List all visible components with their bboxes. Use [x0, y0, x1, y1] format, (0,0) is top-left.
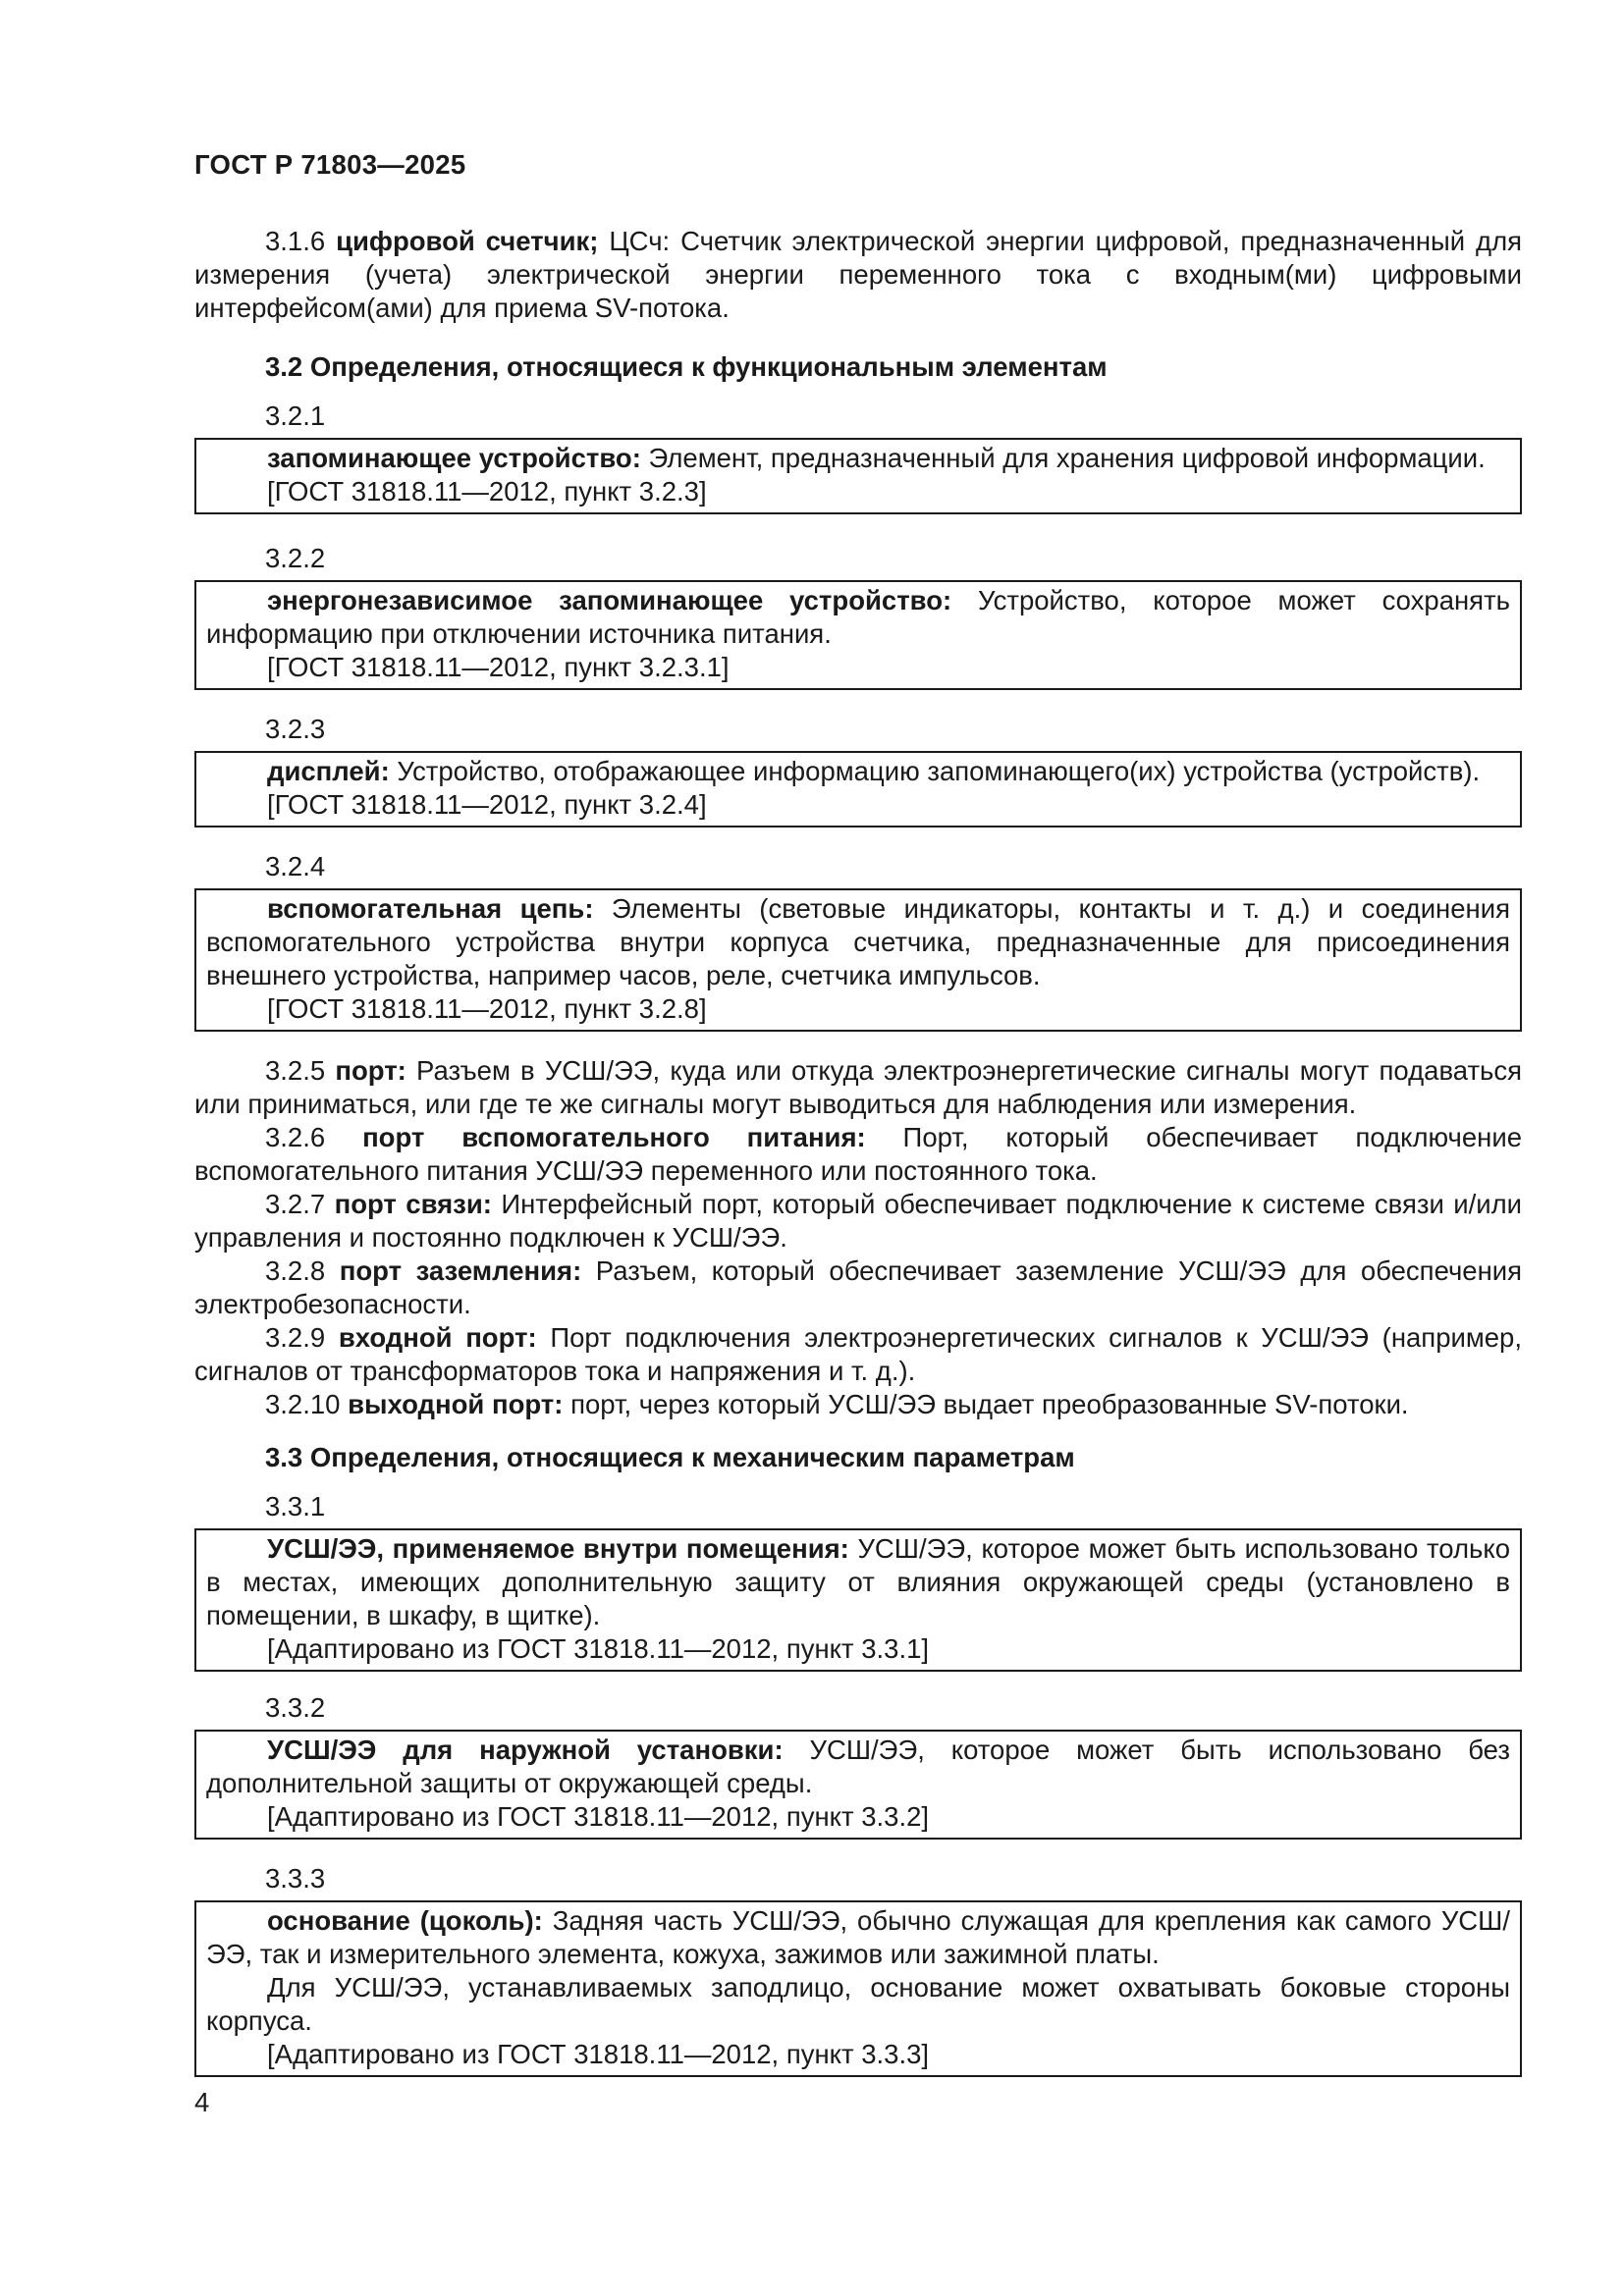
source-reference: [ГОСТ 31818.11—2012, пункт 3.2.3.1]	[267, 652, 730, 682]
definition-text: Задняя часть УСШ/ЭЭ, обычно служащая для крепления как самого УСШ/ЭЭ, так и измерительного элемента, кожуха, зажимов или зажимной платы.	[206, 1905, 1510, 1969]
term: порт заземления:	[339, 1255, 582, 1286]
definition-box	[194, 888, 1522, 1032]
port-definitions	[194, 1054, 1522, 1421]
paragraph-3-2-8	[194, 1255, 1522, 1321]
clause-number: 3.2.7	[265, 1189, 326, 1219]
clause-number: 3.3.3	[265, 1863, 326, 1894]
section-heading-text: 3.2 Определения, относящиеся к функциональным элементам	[265, 351, 1108, 382]
definition-text: Устройство, которое может сохранять информацию при отключении источника питания.	[206, 585, 1510, 649]
section-heading-text: 3.3 Определения, относящиеся к механическим параметрам	[265, 1442, 1075, 1472]
definition-text: Элементы (световые индикаторы, контакты и т. д.) и соединения вспомогательного устройства внутри корпуса счетчика, предназначенные для присоединения внешнего устройства, например часов, реле, счетчика импульсов.	[206, 893, 1510, 990]
term: вспомогательная цепь:	[267, 893, 594, 924]
clause-number: 3.2.8	[265, 1255, 326, 1286]
term: запоминающее устройство:	[267, 443, 641, 473]
clause-number: 3.2.3	[265, 714, 326, 744]
term: порт:	[335, 1055, 406, 1086]
definition-box	[194, 1730, 1522, 1840]
paragraph-3-2-6	[194, 1121, 1522, 1188]
clause-number: 3.3.1	[265, 1491, 326, 1522]
clause-number: 3.2.2	[265, 543, 326, 573]
source-reference: [Адаптировано из ГОСТ 31818.11—2012, пункт 3.3.3]	[267, 2039, 930, 2069]
definition-3-3-3	[194, 1862, 1522, 2077]
paragraph-3-2-7	[194, 1188, 1522, 1255]
page-number: 4	[194, 2087, 210, 2117]
term: основание (цоколь):	[267, 1905, 543, 1936]
clause-number: 3.2.6	[265, 1122, 326, 1152]
definition-3-2-3	[194, 713, 1522, 828]
term: УСШ/ЭЭ, применяемое внутри помещения:	[267, 1533, 849, 1564]
paragraph-3-2-5	[194, 1054, 1522, 1121]
definition-box	[194, 580, 1522, 690]
definition-box	[194, 1900, 1522, 2077]
definition-3-3-2	[194, 1691, 1522, 1840]
paragraph-3-2-10	[194, 1388, 1522, 1421]
term: энергонезависимое запоминающее устройство:	[267, 585, 952, 615]
definition-text: Разъем, который обеспечивает заземление УСШ/ЭЭ для обеспечения электробезопасности.	[194, 1255, 1523, 1319]
source-reference: [Адаптировано из ГОСТ 31818.11—2012, пункт 3.3.2]	[267, 1801, 930, 1832]
definition-text: Разъем в УСШ/ЭЭ, куда или откуда электроэнергетические сигналы могут подаваться или приниматься, или где те же сигналы могут выводиться для наблюдения или измерения.	[194, 1055, 1523, 1119]
definition-text: Порт, который обеспечивает подключение вспомогательного питания УСШ/ЭЭ переменного или постоянного тока.	[194, 1122, 1522, 1186]
document-code-header: ГОСТ Р 71803—2025	[194, 149, 466, 180]
clause-number: 3.2.1	[265, 400, 326, 431]
term: цифровой счетчик;	[336, 226, 599, 256]
section-heading-3-2	[194, 350, 1522, 384]
clause-number: 3.1.6	[265, 226, 326, 256]
clause-number: 3.2.9	[265, 1322, 326, 1353]
paragraph-3-1-6	[194, 225, 1522, 325]
definition-text: Порт подключения электроэнергетических сигналов к УСШ/ЭЭ (например, сигналов от трансформаторов тока и напряжения и т. д.).	[194, 1322, 1522, 1386]
definition-text: ЦСч: Счетчик электрической энергии цифровой, предназначенный для измерения (учета) электрической энергии переменного тока с входным(ми) цифровыми интерфейсом(ами) для приема SV-потока.	[194, 226, 1523, 323]
definition-box	[194, 438, 1522, 514]
source-reference: [ГОСТ 31818.11—2012, пункт 3.2.8]	[267, 993, 707, 1024]
term: порт связи:	[334, 1189, 492, 1219]
definition-text: Элемент, предназначенный для хранения цифровой информации.	[640, 443, 1486, 473]
term: входной порт:	[338, 1322, 537, 1353]
section-heading-3-3	[194, 1441, 1522, 1474]
definition-box	[194, 1528, 1522, 1672]
definition-3-2-4	[194, 850, 1522, 1032]
definition-3-2-2	[194, 542, 1522, 690]
clause-number: 3.2.5	[265, 1055, 326, 1086]
source-reference: [ГОСТ 31818.11—2012, пункт 3.2.4]	[267, 789, 707, 820]
clause-number: 3.2.4	[265, 851, 326, 881]
definition-text: порт, через который УСШ/ЭЭ выдает преобразованные SV-потоки.	[563, 1389, 1409, 1419]
definition-text: УСШ/ЭЭ, которое может быть использовано без дополнительной защиты от окружающей среды.	[206, 1735, 1510, 1798]
term: дисплей:	[267, 756, 390, 786]
definition-box	[194, 751, 1522, 828]
clause-number: 3.3.2	[265, 1692, 326, 1723]
source-reference: [Адаптировано из ГОСТ 31818.11—2012, пункт 3.3.1]	[267, 1633, 930, 1664]
clause-number: 3.2.10	[265, 1389, 341, 1419]
term: порт вспомогательного питания:	[362, 1122, 866, 1152]
definition-text: Интерфейсный порт, который обеспечивает подключение к системе связи и/или управления и постоянно подключен к УСШ/ЭЭ.	[194, 1189, 1522, 1253]
definition-note: Для УСШ/ЭЭ, устанавливаемых заподлицо, основание может охватывать боковые стороны корпуса.	[206, 1972, 1510, 2036]
term: выходной порт:	[348, 1389, 564, 1419]
definition-text: Устройство, отображающее информацию запоминающего(их) устройства (устройств).	[389, 756, 1481, 786]
definition-text: УСШ/ЭЭ, которое может быть использовано только в местах, имеющих дополнительную защиту от влияния окружающей среды (установлено в помещении, в шкафу, в щитке).	[206, 1533, 1510, 1630]
paragraph-3-2-9	[194, 1321, 1522, 1388]
term: УСШ/ЭЭ для наружной установки:	[267, 1735, 784, 1765]
definition-3-3-1	[194, 1490, 1522, 1672]
definition-3-2-1	[194, 400, 1522, 514]
source-reference: [ГОСТ 31818.11—2012, пункт 3.2.3]	[267, 476, 707, 507]
